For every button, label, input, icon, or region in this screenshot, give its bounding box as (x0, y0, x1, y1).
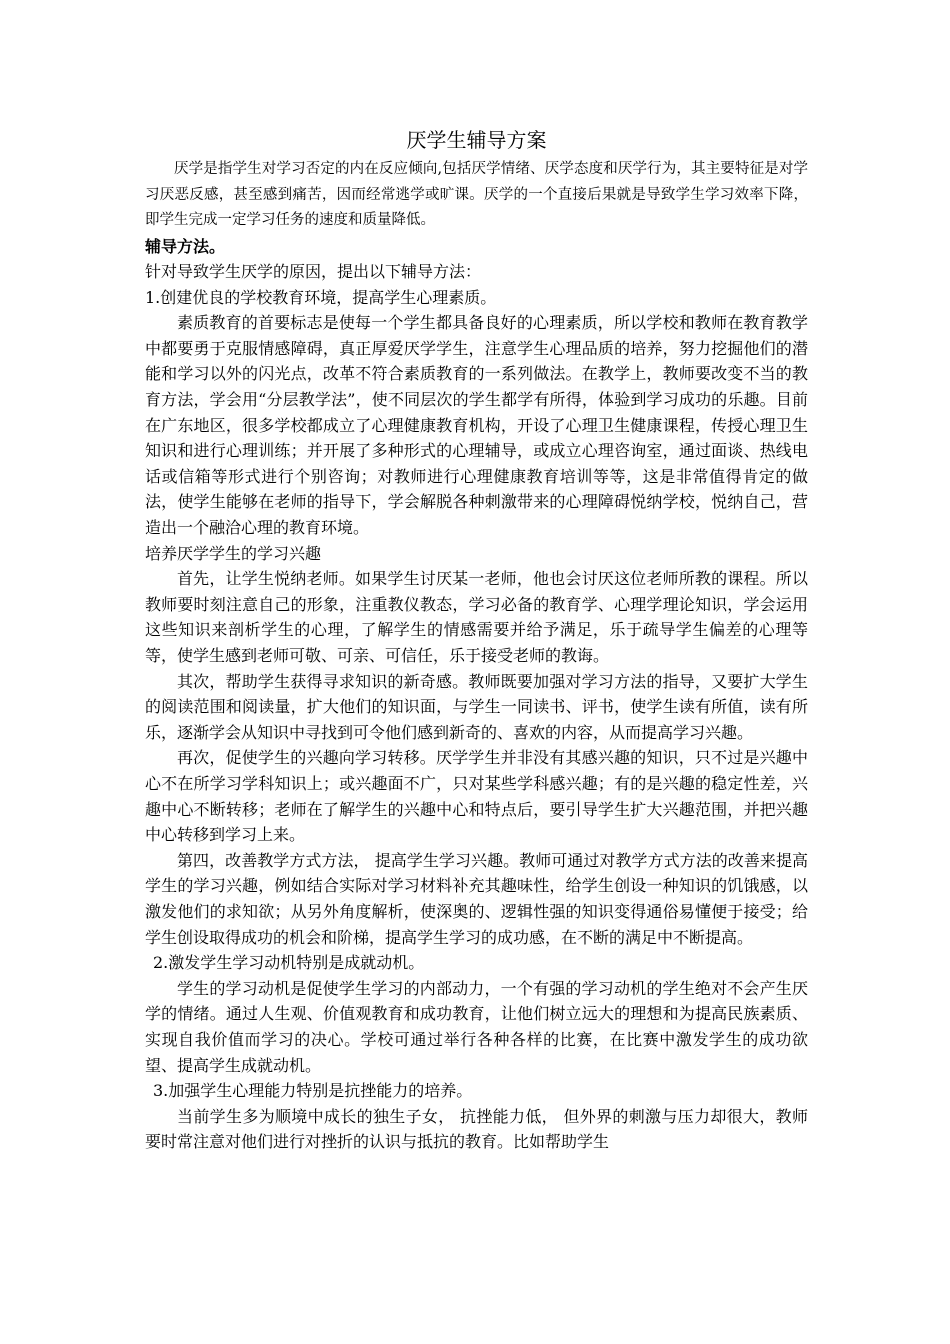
interest-paragraph-2: 其次，帮助学生获得寻求知识的新奇感。教师既要加强对学习方法的指导，又要扩大学生的阅读范围和阅读量，扩大他们的知识面，与学生一同读书、评书，使学生读有所值，读有所乐，逐渐学会从知识中寻找到可令他们感到新奇的、喜欢的内容，从而提高学习兴趣。 (145, 671, 808, 742)
interest-paragraph-3: 再次，促使学生的兴趣向学习转移。厌学学生并非没有其感兴趣的知识，只不过是兴趣中心不在所学习学科知识上；或兴趣面不广，只对某些学科感兴趣；有的是兴趣的稳定性差，兴趣中心不断转移；老师在了解学生的兴趣中心和特点后，要引导学生扩大兴趣范围，并把兴趣中心转移到学习上来。 (145, 748, 808, 845)
document-title: 厌学生辅导方案 (406, 128, 547, 152)
item1-paragraph: 素质教育的首要标志是使每一个学生都具备良好的心理素质，所以学校和教师在教育教学中都要勇于克服情感障碍，真正厚爱厌学学生，注意学生心理品质的培养，努力挖掘他们的潜能和学习以外的闪光点，改革不符合素质教育的一系列做法。在教学上，教师要改变不当的教育方法，学会用“分层教学法”，使不同层次的学生都学有所得，体验到学习成功的乐趣。目前在广东地区，很多学校都成立了心理健康教育机构，开设了心理卫生健康课程，传授心理卫生知识和进行心理训练；并开展了多种形式的心理辅导，或成立心理咨询室，通过面谈、热线电话或信箱等形式进行个别咨询；对教师进行心理健康教育培训等等，这是非常值得肯定的做法，使学生能够在老师的指导下，学会解脱各种刺激带来的心理障碍悦纳学校，悦纳自己，营造出一个融洽心理的教育环境。 (145, 313, 808, 538)
intro-paragraph: 厌学是指学生对学习否定的内在反应倾向,包括厌学情绪、厌学态度和厌学行为，其主要特征是对学习厌恶反感，甚至感到痛苦，因而经常逃学或旷课。厌学的一个直接后果就是导致学生学习效率下降，即学生完成一定学习任务的速度和质量降低。 (145, 161, 808, 228)
item3-heading: 3.加强学生心理能力特别是抗挫能力的培养。 (153, 1081, 473, 1101)
methods-lead: 针对导致学生厌学的原因，提出以下辅导方法： (145, 262, 482, 282)
interest-heading: 培养厌学学生的学习兴趣 (145, 543, 322, 563)
item2-heading: 2.激发学生学习动机特别是成就动机。 (153, 953, 425, 973)
methods-heading: 辅导方法。 (145, 236, 226, 256)
interest-paragraph-4: 第四，改善教学方式方法， 提高学生学习兴趣。教师可通过对教学方式方法的改善来提高学生的学习兴趣，例如结合实际对学习材料补充其趣味性，给学生创设一种知识的饥饿感，以激发他们的求知欲；从另外角度解析，使深奥的、逻辑性强的知识变得通俗易懂便于接受；给学生创设取得成功的机会和阶梯，提高学生学习的成功感，在不断的满足中不断提高。 (145, 850, 808, 947)
interest-paragraph-1: 首先，让学生悦纳老师。如果学生讨厌某一老师，他也会讨厌这位老师所教的课程。所以教师要时刻注意自己的形象，注重教仪教态，学习必备的教育学、心理学理论知识，学会运用这些知识来剖析学生的心理，了解学生的情感需要并给予满足，乐于疏导学生偏差的心理等等，使学生感到老师可敬、可亲、可信任，乐于接受老师的教诲。 (145, 569, 808, 665)
item2-paragraph: 学生的学习动机是促使学生学习的内部动力，一个有强的学习动机的学生绝对不会产生厌学的情绪。通过人生观、价值观教育和成功教育，让他们树立远大的理想和为提高民族素质、实现自我价值而学习的决心。学校可通过举行各种各样的比赛，在比赛中激发学生的成功欲望、提高学生成就动机。 (145, 978, 808, 1075)
item3-paragraph: 当前学生多为顺境中成长的独生子女， 抗挫能力低， 但外界的刺激与压力却很大，教师要时常注意对他们进行对挫折的认识与抵抗的教育。比如帮助学生 (145, 1106, 808, 1152)
item1-heading: 1.创建优良的学校教育环境，提高学生心理素质。 (145, 287, 497, 307)
document-page (145, 125, 808, 1155)
